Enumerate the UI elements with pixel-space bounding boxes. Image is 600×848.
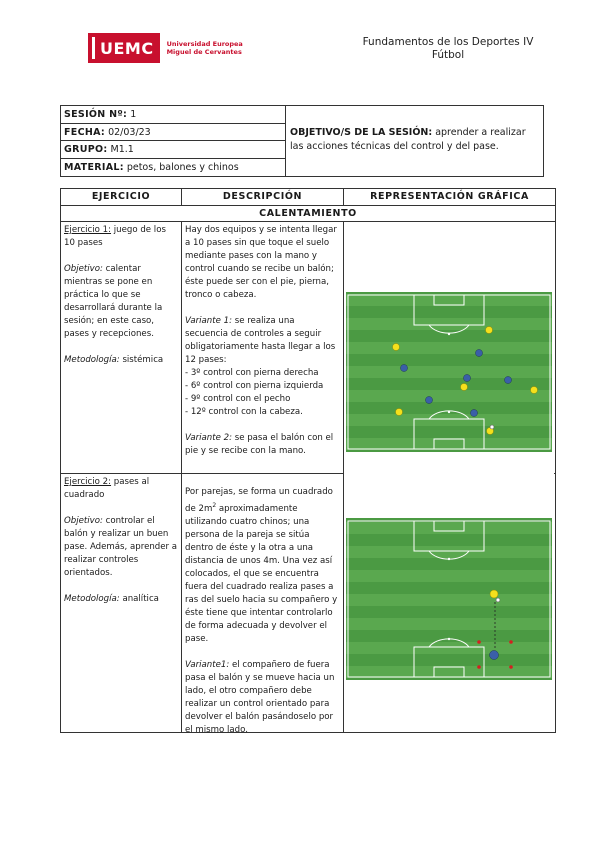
logo-bar-mark [92,37,95,59]
course-line-2: Fútbol [431,49,465,61]
session-number-label: SESIÓN Nº: [64,109,128,120]
session-number-row [61,106,285,124]
logo-subtitle [167,40,243,56]
player-blue [401,365,408,372]
player-blue [471,410,478,417]
exercise-1-method-label: Metodología: [64,355,120,365]
exercise-table [60,188,556,733]
exercise-1-objective-label: Objetivo: [64,264,103,274]
exercise-2-desc-sup: 2 [212,502,217,509]
session-fields [61,106,286,176]
exercise-1-control-list [185,367,340,419]
cone [477,640,481,644]
penalty-spot [448,638,450,640]
col-header-representacion: REPRESENTACIÓN GRÁFICA [370,191,529,202]
pitch-field [346,518,552,680]
group-value: M1.1 [110,144,134,155]
cone [509,640,513,644]
group-row [61,141,285,159]
session-info-table [60,105,544,177]
exercise-2-title: Ejercicio 2: [64,477,112,487]
player-blue [464,375,471,382]
material-row [61,159,285,177]
player-blue [505,377,512,384]
player-yellow [486,327,493,334]
material-label: MATERIAL: [64,161,124,173]
ball [490,425,494,429]
pitch-field [346,292,552,452]
exercise-2-name: pases al cuadrado [64,477,150,500]
exercise-1-pitch-diagram [344,222,554,474]
penalty-spot [448,411,450,413]
exercise-2-pitch-diagram [344,474,554,732]
player-yellow [393,344,400,351]
exercise-2-info [61,474,182,732]
logo-text: UEMC [100,38,154,58]
list-item: - 3º control con pierna derecha [185,368,319,378]
session-number-value: 1 [130,109,137,120]
uemc-logo [88,33,243,63]
exercise-1-method: sistémica [122,355,164,365]
ball [496,598,500,602]
exercise-row-1 [61,222,555,474]
player-yellow [531,387,538,394]
exercise-row-2 [61,474,555,735]
exercise-2-method-label: Metodología: [64,594,120,604]
logo-sub-line-2: Miguel de Cervantes [166,48,242,56]
date-row [61,124,285,142]
logo-sub-line-1: Universidad Europea [166,40,243,48]
exercise-2-desc-rest: aproximadamente utilizando cuatro chinos; una persona de la pareja se sitúa dentro de éste y la otra a una distancia de unos 4m. Una vez así colocados, el que se encuentra fuera del cuadrado realiza pases a ras del suelo hacia su compañero y éste tiene que intentar controlarlo de forma adecuada y devolver el pase. [185,503,338,644]
col-header-descripcion: DESCRIPCIÓN [182,189,344,205]
exercise-2-variant-1-label: Variante1: [185,659,230,670]
course-title [348,36,548,62]
exercise-1-description [182,222,344,473]
exercise-1-graphic [344,222,555,473]
exercise-2-desc-start: Por parejas, se forma un cuadrado de 2m [185,487,333,514]
exercise-1-objective: calentar mientras se pone en práctica lo que se desarrollará durante la sesión; en este caso, pases y recepciones. [64,264,163,339]
list-item: - 9º control con el pecho [185,394,291,404]
penalty-spot [448,558,450,560]
col-header-ejercicio: EJERCICIO [61,189,182,205]
list-item: - 6º control con pierna izquierda [185,381,324,391]
exercise-1-variant-2-label: Variante 2: [185,433,232,443]
exercise-2-graphic [344,474,555,732]
table-header-row [61,189,555,206]
exercise-2-objective-label: Objetivo: [64,516,103,526]
cone [509,665,513,669]
player-yellow [396,409,403,416]
exercise-2-method: analítica [122,594,159,604]
objective-label: OBJETIVO/S DE LA SESIÓN: [290,127,433,138]
date-label: FECHA: [64,126,106,138]
group-label: GRUPO: [64,144,108,155]
exercise-2-variant-1: el compañero de fuera pasa el balón y se mueve hacia un lado, el otro compañero debe realizar un control orientado para devolver el balón pasándoselo por el mismo lado. [185,659,335,735]
exercise-1-variant-1: se realiza una secuencia de controles a seguir obligatoriamente hasta llegar a los 12 pases: [185,316,336,365]
exercise-2-objective: controlar el balón y realizar un buen pase. Además, aprender a realizar controles orientados. [64,516,178,578]
player-blue [426,397,433,404]
exercise-1-title: Ejercicio 1: [64,225,112,235]
date-value: 02/03/23 [108,126,151,138]
exercise-1-info [61,222,182,473]
course-line-1: Fundamentos de los Deportes IV [362,36,534,48]
penalty-spot [448,333,450,335]
exercise-1-name: juego de los 10 pases [64,225,166,248]
player-outside [490,590,498,598]
material-value: petos, balones y chinos [126,161,239,173]
logo-badge [88,33,160,63]
player-inside [490,651,499,660]
cone [477,665,481,669]
list-item: - 12º control con la cabeza. [185,407,303,417]
session-objective [286,106,543,176]
player-blue [476,350,483,357]
exercise-1-desc: Hay dos equipos y se intenta llegar a 10 pases sin que toque el suelo mediante pases con la mano y control cuando se recibe un balón; éste puede ser con el pie, pierna, tronco o cabeza. [185,225,337,300]
exercise-1-variant-2: se pasa el balón con el pie y se recibe con la mano. [185,433,334,456]
exercise-1-variant-1-label: Variante 1: [185,316,232,326]
player-yellow [461,384,468,391]
exercise-2-description [182,474,344,735]
section-calentamiento: CALENTAMIENTO [61,206,555,222]
objective-value: aprender a realizar las acciones técnicas del control y del pase. [290,127,526,152]
